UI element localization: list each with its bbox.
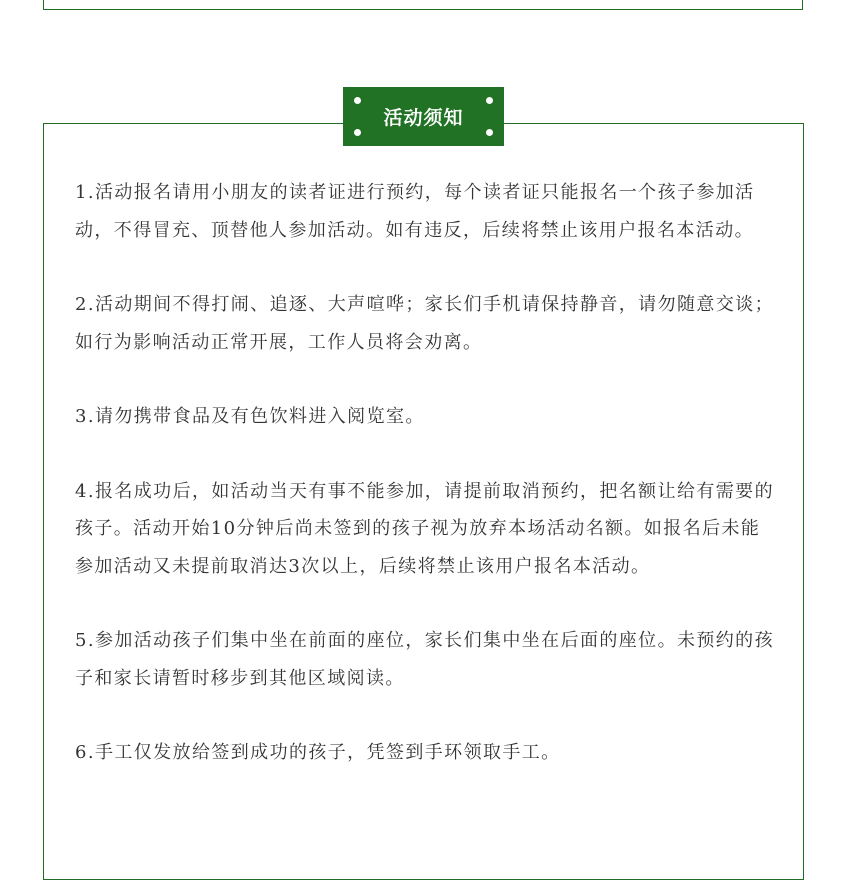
notice-list: [75, 174, 775, 809]
decorative-dot-icon: [354, 129, 361, 136]
decorative-dot-icon: [486, 97, 493, 104]
notice-item-5: 5.参加活动孩子们集中坐在前面的座位，家长们集中坐在后面的座位。未预约的孩子和家长请暂时移步到其他区域阅读。: [75, 630, 774, 689]
notice-item-2: 2.活动期间不得打闹、追逐、大声喧哗；家长们手机请保持静音，请勿随意交谈；如行为影响活动正常开展，工作人员将会劝离。: [75, 294, 774, 353]
notice-title: 活动须知: [383, 107, 464, 129]
notice-item-4: 4.报名成功后，如活动当天有事不能参加，请提前取消预约，把名额让给有需要的孩子。活动开始10分钟后尚未签到的孩子视为放弃本场活动名额。如报名后未能参加活动又未提前取消达3次以上，后续将禁止该用户报名本活动。: [75, 480, 774, 577]
notice-item-1: 1.活动报名请用小朋友的读者证进行预约，每个读者证只能报名一个孩子参加活动，不得冒充、顶替他人参加活动。如有违反，后续将禁止该用户报名本活动。: [75, 182, 755, 241]
decorative-dot-icon: [354, 97, 361, 104]
previous-section-box: [43, 0, 803, 10]
notice-item-6: 6.手工仅发放给签到成功的孩子，凭签到手环领取手工。: [75, 742, 561, 763]
notice-title-badge: [343, 87, 504, 146]
decorative-dot-icon: [486, 129, 493, 136]
notice-item-3: 3.请勿携带食品及有色饮料进入阅览室。: [75, 406, 425, 427]
